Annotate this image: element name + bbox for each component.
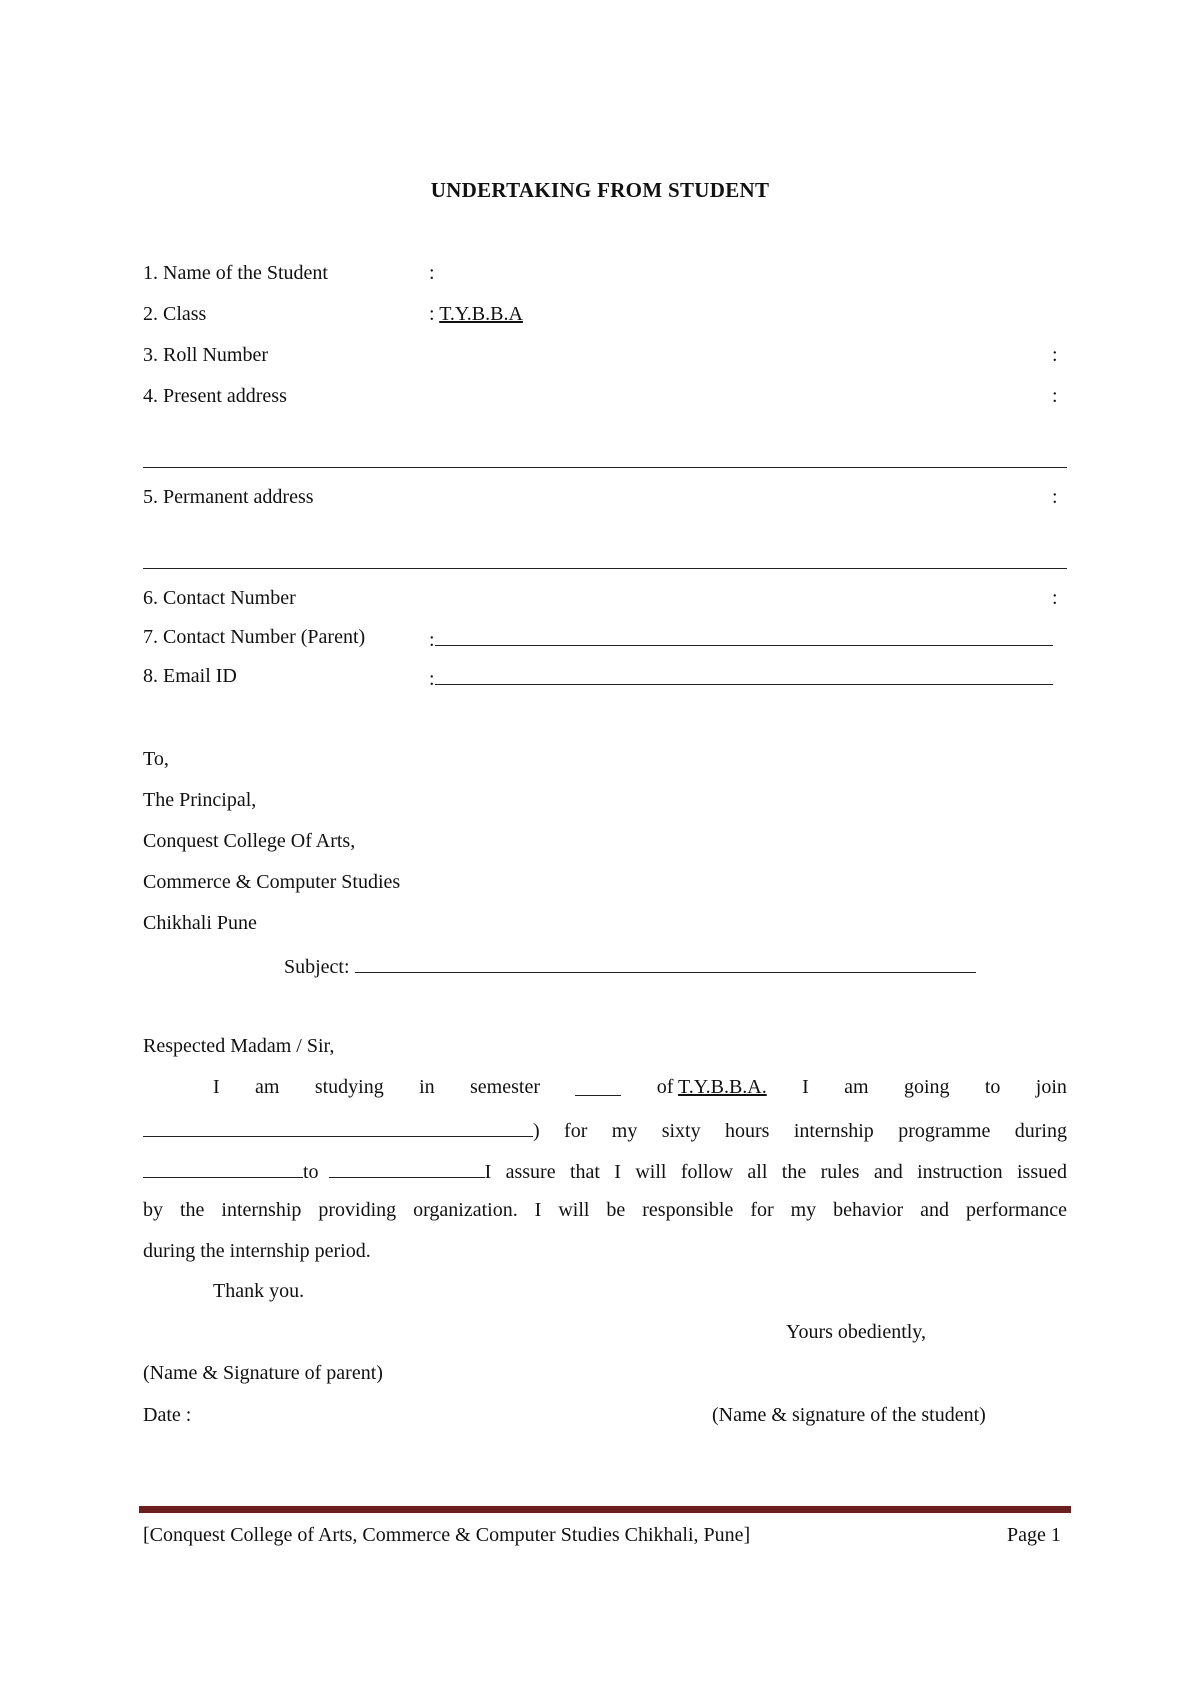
field-contact-label: 6. Contact Number — [143, 587, 296, 609]
salutation: Respected Madam / Sir, — [143, 1035, 335, 1057]
field-name-label: 1. Name of the Student — [143, 262, 328, 284]
field-name-colon: : — [429, 262, 435, 284]
body-line-1: I am studying in semester of T.Y.B.B.A. I am going to join — [213, 1076, 1067, 1098]
closing: Yours obediently, — [786, 1321, 927, 1343]
field-class-label: 2. Class — [143, 303, 207, 325]
body-line-2: ) for my sixty hours internship programme during — [143, 1118, 1067, 1141]
field-present-address-colon: : — [1052, 385, 1058, 407]
subject-line — [284, 954, 976, 977]
from-date-blank — [143, 1159, 303, 1178]
parent-contact-blank — [435, 627, 1053, 646]
body-line-5: during the internship period. — [143, 1240, 371, 1262]
thank-you: Thank you. — [213, 1280, 305, 1302]
permanent-address-line — [143, 568, 1067, 569]
field-class-colon: : T.Y.B.B.A — [429, 303, 523, 325]
present-address-line — [143, 467, 1067, 468]
field-permanent-address-colon: : — [1052, 486, 1058, 508]
footer-bar — [139, 1506, 1071, 1513]
field-permanent-address-label: 5. Permanent address — [143, 486, 314, 508]
field-email-colon: : — [429, 666, 1053, 689]
date-label: Date : — [143, 1404, 192, 1426]
email-blank — [435, 666, 1053, 685]
student-signature: (Name & signature of the student) — [712, 1404, 986, 1426]
address-college-cont: Commerce & Computer Studies — [143, 871, 401, 893]
field-parent-contact-label: 7. Contact Number (Parent) — [143, 626, 366, 648]
field-present-address-label: 4. Present address — [143, 385, 287, 407]
field-roll-colon: : — [1052, 344, 1058, 366]
address-city: Chikhali Pune — [143, 912, 257, 934]
field-parent-contact-colon: : — [429, 627, 1053, 650]
body-line-3: to I assure that I will follow all the rules and instruction issued — [143, 1159, 1067, 1182]
to-date-blank — [329, 1159, 485, 1178]
parent-signature: (Name & Signature of parent) — [143, 1362, 383, 1384]
footer-institution: [Conquest College of Arts, Commerce & Computer Studies Chikhali, Pune] — [143, 1524, 751, 1546]
class-reference: T.Y.B.B.A. — [678, 1076, 767, 1098]
subject-label: Subject: — [284, 956, 350, 978]
address-principal: The Principal, — [143, 789, 257, 811]
subject-blank — [355, 954, 976, 973]
field-roll-label: 3. Roll Number — [143, 344, 268, 366]
footer-page-number: Page 1 — [1007, 1524, 1061, 1546]
address-to: To, — [143, 748, 169, 770]
body-line-4: by the internship providing organization. I will be responsible for my behavior and performance — [143, 1199, 1067, 1221]
organization-blank — [143, 1118, 533, 1137]
address-college: Conquest College Of Arts, — [143, 830, 356, 852]
field-class-value: T.Y.B.B.A — [439, 303, 523, 325]
semester-blank — [575, 1077, 621, 1096]
document-title: UNDERTAKING FROM STUDENT — [430, 178, 770, 202]
field-email-label: 8. Email ID — [143, 665, 237, 687]
field-contact-colon: : — [1052, 587, 1058, 609]
